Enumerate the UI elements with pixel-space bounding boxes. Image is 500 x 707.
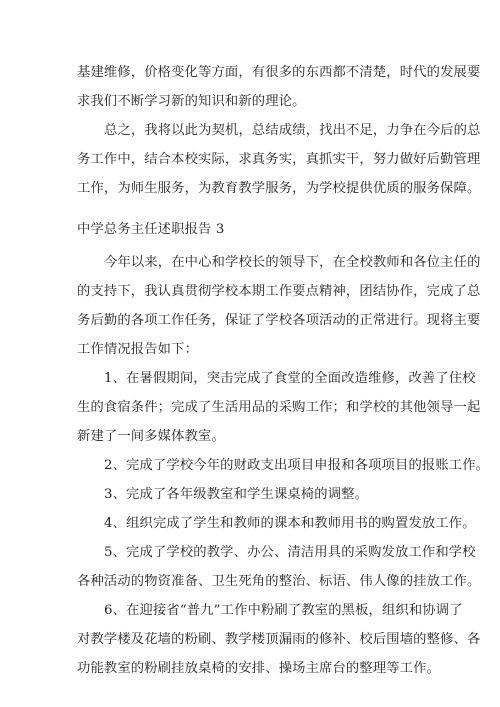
text-line: 务工作中，结合本校实际，求真务实，真抓实干，努力做好后勤管理 [77,152,481,167]
text-line: 求我们不断学习新的知识和新的理论。 [77,94,306,109]
text-line: 今年以来，在中心和学校长的领导下，在全校教师和各位主任的 [104,255,481,270]
list-item-line: 4、组织完成了学生和教师的课本和教师用书的购置发放工作。 [104,516,476,531]
list-item-line: 功能教室的粉刷挂放桌椅的安排、操场主席台的整理等工作。 [77,661,441,676]
list-item-line: 2、完成了学校今年的财政支出项目申报和各项项目的报账工作。 [104,458,490,473]
text-line: 基建维修，价格变化等方面，有很多的东西都不清楚，时代的发展要 [77,65,481,80]
text-line: 工作，为师生服务，为教育教学服务，为学校提供优质的服务保障。 [77,181,481,196]
list-item-line: 1、在暑假期间，突击完成了食堂的全面改造维修，改善了住校 [104,371,476,386]
list-item-line: 3、完成了各年级教室和学生课桌椅的调整。 [104,487,369,502]
section-heading: 中学总务主任述职报告 3 [77,222,225,237]
list-item-line: 6、在迎接省“普九”工作中粉刷了教室的黑板，组织和协调了 [104,603,463,618]
text-line: 总之，我将以此为契机，总结成绩，找出不足，力争在今后的总 [104,123,481,138]
text-line: 工作情况报告如下： [77,342,199,357]
list-item-line: 生的食宿条件；完成了生活用品的采购工作；和学校的其他领导一起 [77,400,481,415]
list-item-line: 对教学楼及花墙的粉刷、教学楼顶漏雨的修补、校后围墙的整修、各 [77,632,481,647]
text-line: 的支持下，我认真贯彻学校本期工作要点精神，团结协作，完成了总 [77,284,481,299]
list-item-line: 新建了一间多媒体教室。 [77,429,225,444]
text-line: 务后勤的各项工作任务，保证了学校各项活动的正常进行。现将主要 [77,313,481,328]
list-item-line: 5、完成了学校的教学、办公、清洁用具的采购发放工作和学校 [104,545,476,560]
list-item-line: 各种活动的物资准备、卫生死角的整治、标语、伟人像的挂放工作。 [77,574,481,589]
